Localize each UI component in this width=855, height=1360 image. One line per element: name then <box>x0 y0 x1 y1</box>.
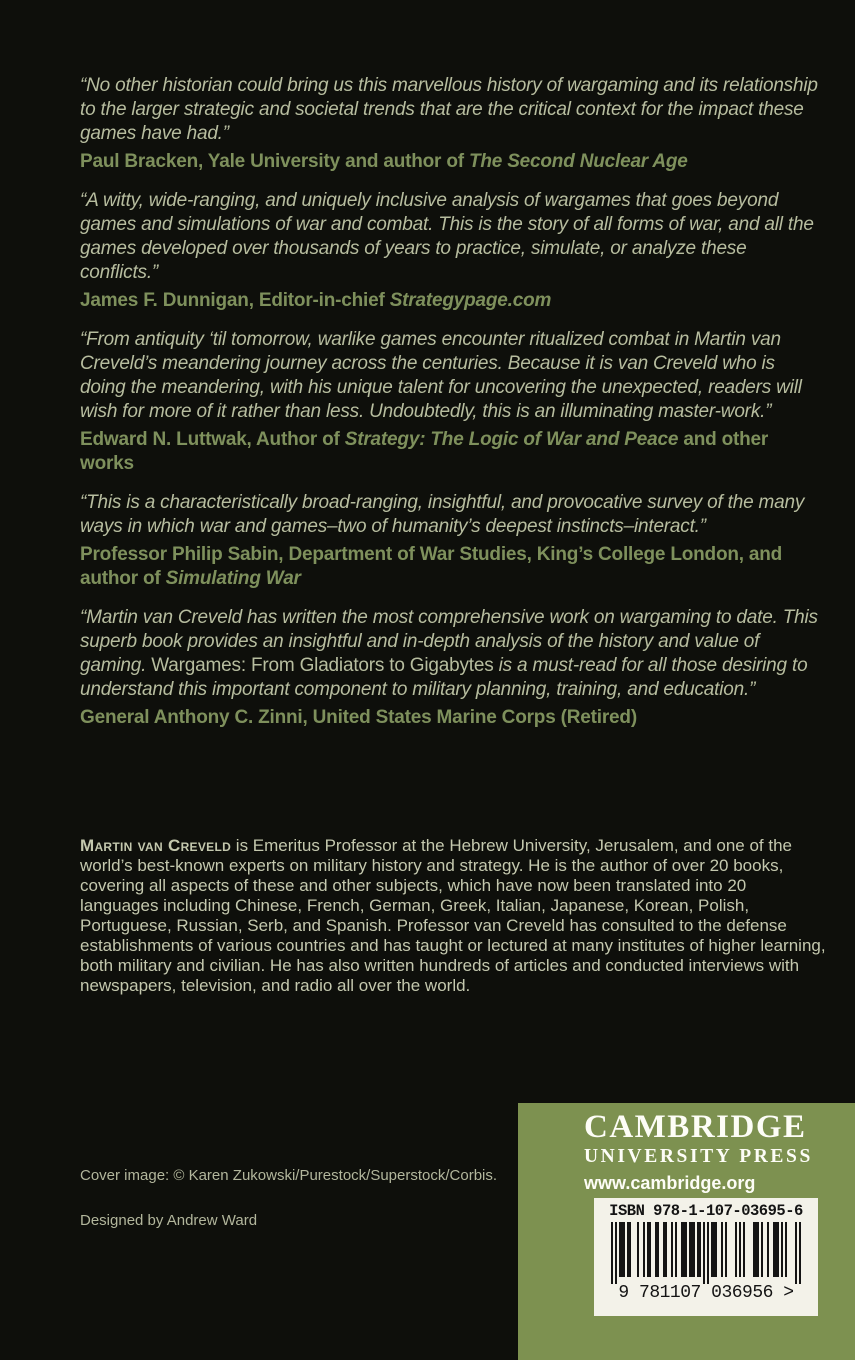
publisher-logo <box>584 1109 813 1194</box>
attribution-work-title: Simulating War <box>165 568 301 589</box>
quote-book-title: Wargames: From Gladiators to Gigabytes <box>151 655 494 676</box>
author-bio <box>80 836 828 996</box>
barcode-digits: 9 781107 036956 > <box>618 1283 794 1303</box>
quote-text-body: “A witty, wide-ranging, and uniquely inclusive analysis of wargames that goes beyond games and simulations of war and combat. This is the story of all forms of war, and all the games developed over thousands of years to practice, simulate, or analyze these conflicts.” <box>80 190 814 283</box>
quote-block <box>80 328 822 476</box>
quote-block <box>80 606 822 730</box>
quote-text <box>80 189 822 285</box>
quote-attribution <box>80 289 822 313</box>
quote-block <box>80 74 822 174</box>
attribution-name: James F. Dunnigan, Editor-in-chief <box>80 290 390 311</box>
isbn-label: ISBN 978-1-107-03695-6 <box>609 1202 803 1220</box>
barcode <box>610 1222 802 1284</box>
author-bio-text: is Emeritus Professor at the Hebrew University, Jerusalem, and one of the world’s best-known experts on military history and strategy. He is the author of over 20 books, covering all aspects of these and other subjects, which have now been translated into 20 languages including Chinese, French, German, Greek, Italian, Japanese, Korean, Polish, Portuguese, Russian, Serb, and Spanish. Professor van Creveld has consulted to the defense establishments of various countries and has taught or lectured at many institutes of higher learning, both military and civilian. He has also written hundreds of articles and conducted interviews with newspapers, television, and radio all over the world. <box>80 836 826 995</box>
publisher-panel <box>518 1103 855 1360</box>
quote-text-body: “Martin van Creveld has written the most comprehensive work on wargaming to date. This superb book provides an insightful and in-depth analysis of the history and value of gaming. <box>80 607 818 676</box>
publisher-name-line1: CAMBRIDGE <box>584 1109 807 1145</box>
review-quotes <box>80 74 822 745</box>
publisher-website: www.cambridge.org <box>584 1173 756 1193</box>
quote-block <box>80 189 822 313</box>
attribution-work-title: The Second Nuclear Age <box>468 151 688 172</box>
quote-text <box>80 606 822 702</box>
publisher-name-line2: UNIVERSITY PRESS <box>584 1146 813 1167</box>
designer-credit: Designed by Andrew Ward <box>80 1212 258 1229</box>
author-name: Martin van Creveld <box>80 836 232 855</box>
quote-attribution <box>80 150 822 174</box>
attribution-name: General Anthony C. Zinni, United States Marine Corps (Retired) <box>80 707 637 728</box>
quote-block <box>80 491 822 591</box>
cover-image-credit: Cover image: © Karen Zukowski/Purestock/Superstock/Corbis. <box>80 1167 498 1184</box>
quote-text <box>80 491 822 539</box>
quote-text-body: “No other historian could bring us this marvellous history of wargaming and its relationship to the larger strategic and societal trends that are the critical context for the impact these games have had.” <box>80 75 818 144</box>
quote-text <box>80 328 822 424</box>
quote-attribution <box>80 706 822 730</box>
attribution-name: Professor Philip Sabin, Department of War Studies, King’s College London, and author of <box>80 544 783 589</box>
attribution-name: Edward N. Luttwak, Author of <box>80 429 345 450</box>
quote-text-body: “This is a characteristically broad-ranging, insightful, and provocative survey of the many ways in which war and games–two of humanity’s deepest instincts–interact.” <box>80 492 805 537</box>
quote-text-body: “From antiquity ‘til tomorrow, warlike games encounter ritualized combat in Martin van Creveld’s meandering journey across the centuries. Because it is van Creveld who is doing the meandering, with his unique talent for uncovering the unexpected, readers will wish for more of it rather than less. Undoubtedly, this is an illuminating master-work.” <box>80 329 802 422</box>
attribution-suffix: and other works <box>80 429 769 474</box>
quote-attribution <box>80 428 822 476</box>
quote-text <box>80 74 822 146</box>
quote-attribution <box>80 543 822 591</box>
quote-text-body: is a must-read for all those desiring to understand this important component to military planning, training, and education.” <box>80 655 808 700</box>
attribution-work-title: Strategy: The Logic of War and Peace <box>344 429 679 450</box>
attribution-work-title: Strategypage.com <box>389 290 552 311</box>
attribution-name: Paul Bracken, Yale University and author of <box>80 151 469 172</box>
isbn-box <box>594 1198 818 1316</box>
